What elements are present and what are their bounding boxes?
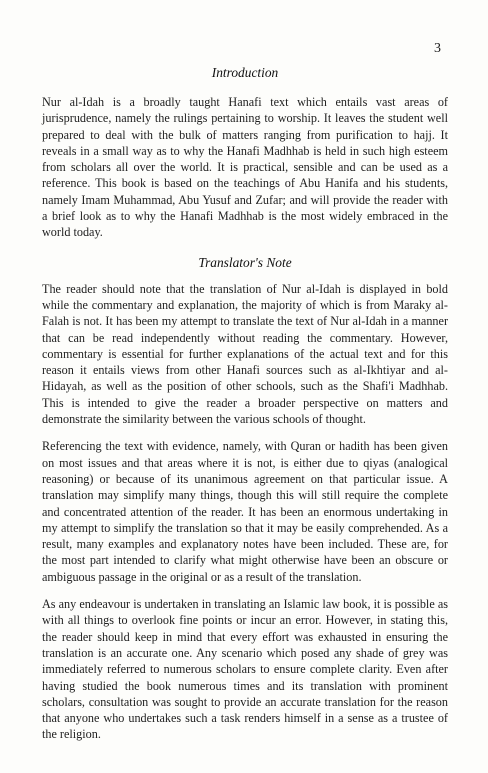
- translators-note-heading: Translator's Note: [198, 254, 292, 270]
- translators-note-paragraph-2: Referencing the text with evidence, namely, with Quran or hadith has been given on most issues and that areas where it is not, is either due to qiyas (analogical reasoning) or because of its unanimous agreement on that particular issue. A translation may simplify many things, though this will still require the complete and concentrated attention of the reader. It has been an enormous undertaking in my attempt to simplify the translation so that it may be easily comprehended. As a result, many examples and explanatory notes have been included. These are, for the most part intended to clarify what might otherwise have been an obscure or ambiguous passage in the original or as a result of the translation.: [42, 439, 448, 584]
- page-content: [42, 64, 448, 754]
- translators-note-paragraph-1: The reader should note that the translation of Nur al-Idah is displayed in bold while the commentary and explanation, the majority of which is from Maraky al-Falah is not. It has been my attempt to translate the text of Nur al-Idah in a manner that can be read independently without reading the commentary. However, commentary is essential for further explanations of the actual text and for this reason it entails views from other Hanafi sources such as al-Ikhtiyar and al-Hidayah, as well as the position of other schools, such as the Shafi'i Madhhab. This is intended to give the reader a broader perspective on matters and demonstrate the similarity between the various schools of thought.: [42, 281, 448, 427]
- page-number: 3: [434, 41, 441, 56]
- translators-note-paragraph-3: As any endeavour is undertaken in translating an Islamic law book, it is possible as with all things to overlook fine points or incur an error. However, in stating this, the reader should keep in mind that every effort was exhausted in ensuring the translation is an accurate one. Any scenario which posed any shade of grey was immediately referred to numerous scholars to ensure complete clarity. Even after having studied the book numerous times and its translation with prominent scholars, consultation was sought to provide an accurate translation for the reason that anyone who undertakes such a task renders himself in a sense as a trustee of the religion.: [42, 597, 448, 742]
- introduction-heading: Introduction: [211, 65, 279, 80]
- introduction-paragraph: Nur al-Idah is a broadly taught Hanafi text which entails vast areas of jurisprudence, namely the rulings pertaining to worship. It leaves the student well prepared to deal with the bulk of matters ranging from purification to hajj. It reveals in a small way as to why the Hanafi Madhhab is held in such high esteem from scholars all over the world. It is practical, sensible and can be used as a reference. This book is based on the teachings of Abu Hanifa and his students, namely Imam Muhammad, Abu Yusuf and Zufar; and will provide the reader with a brief look as to why the Hanafi Madhhab is the most widely embraced in the world today.: [42, 95, 448, 240]
